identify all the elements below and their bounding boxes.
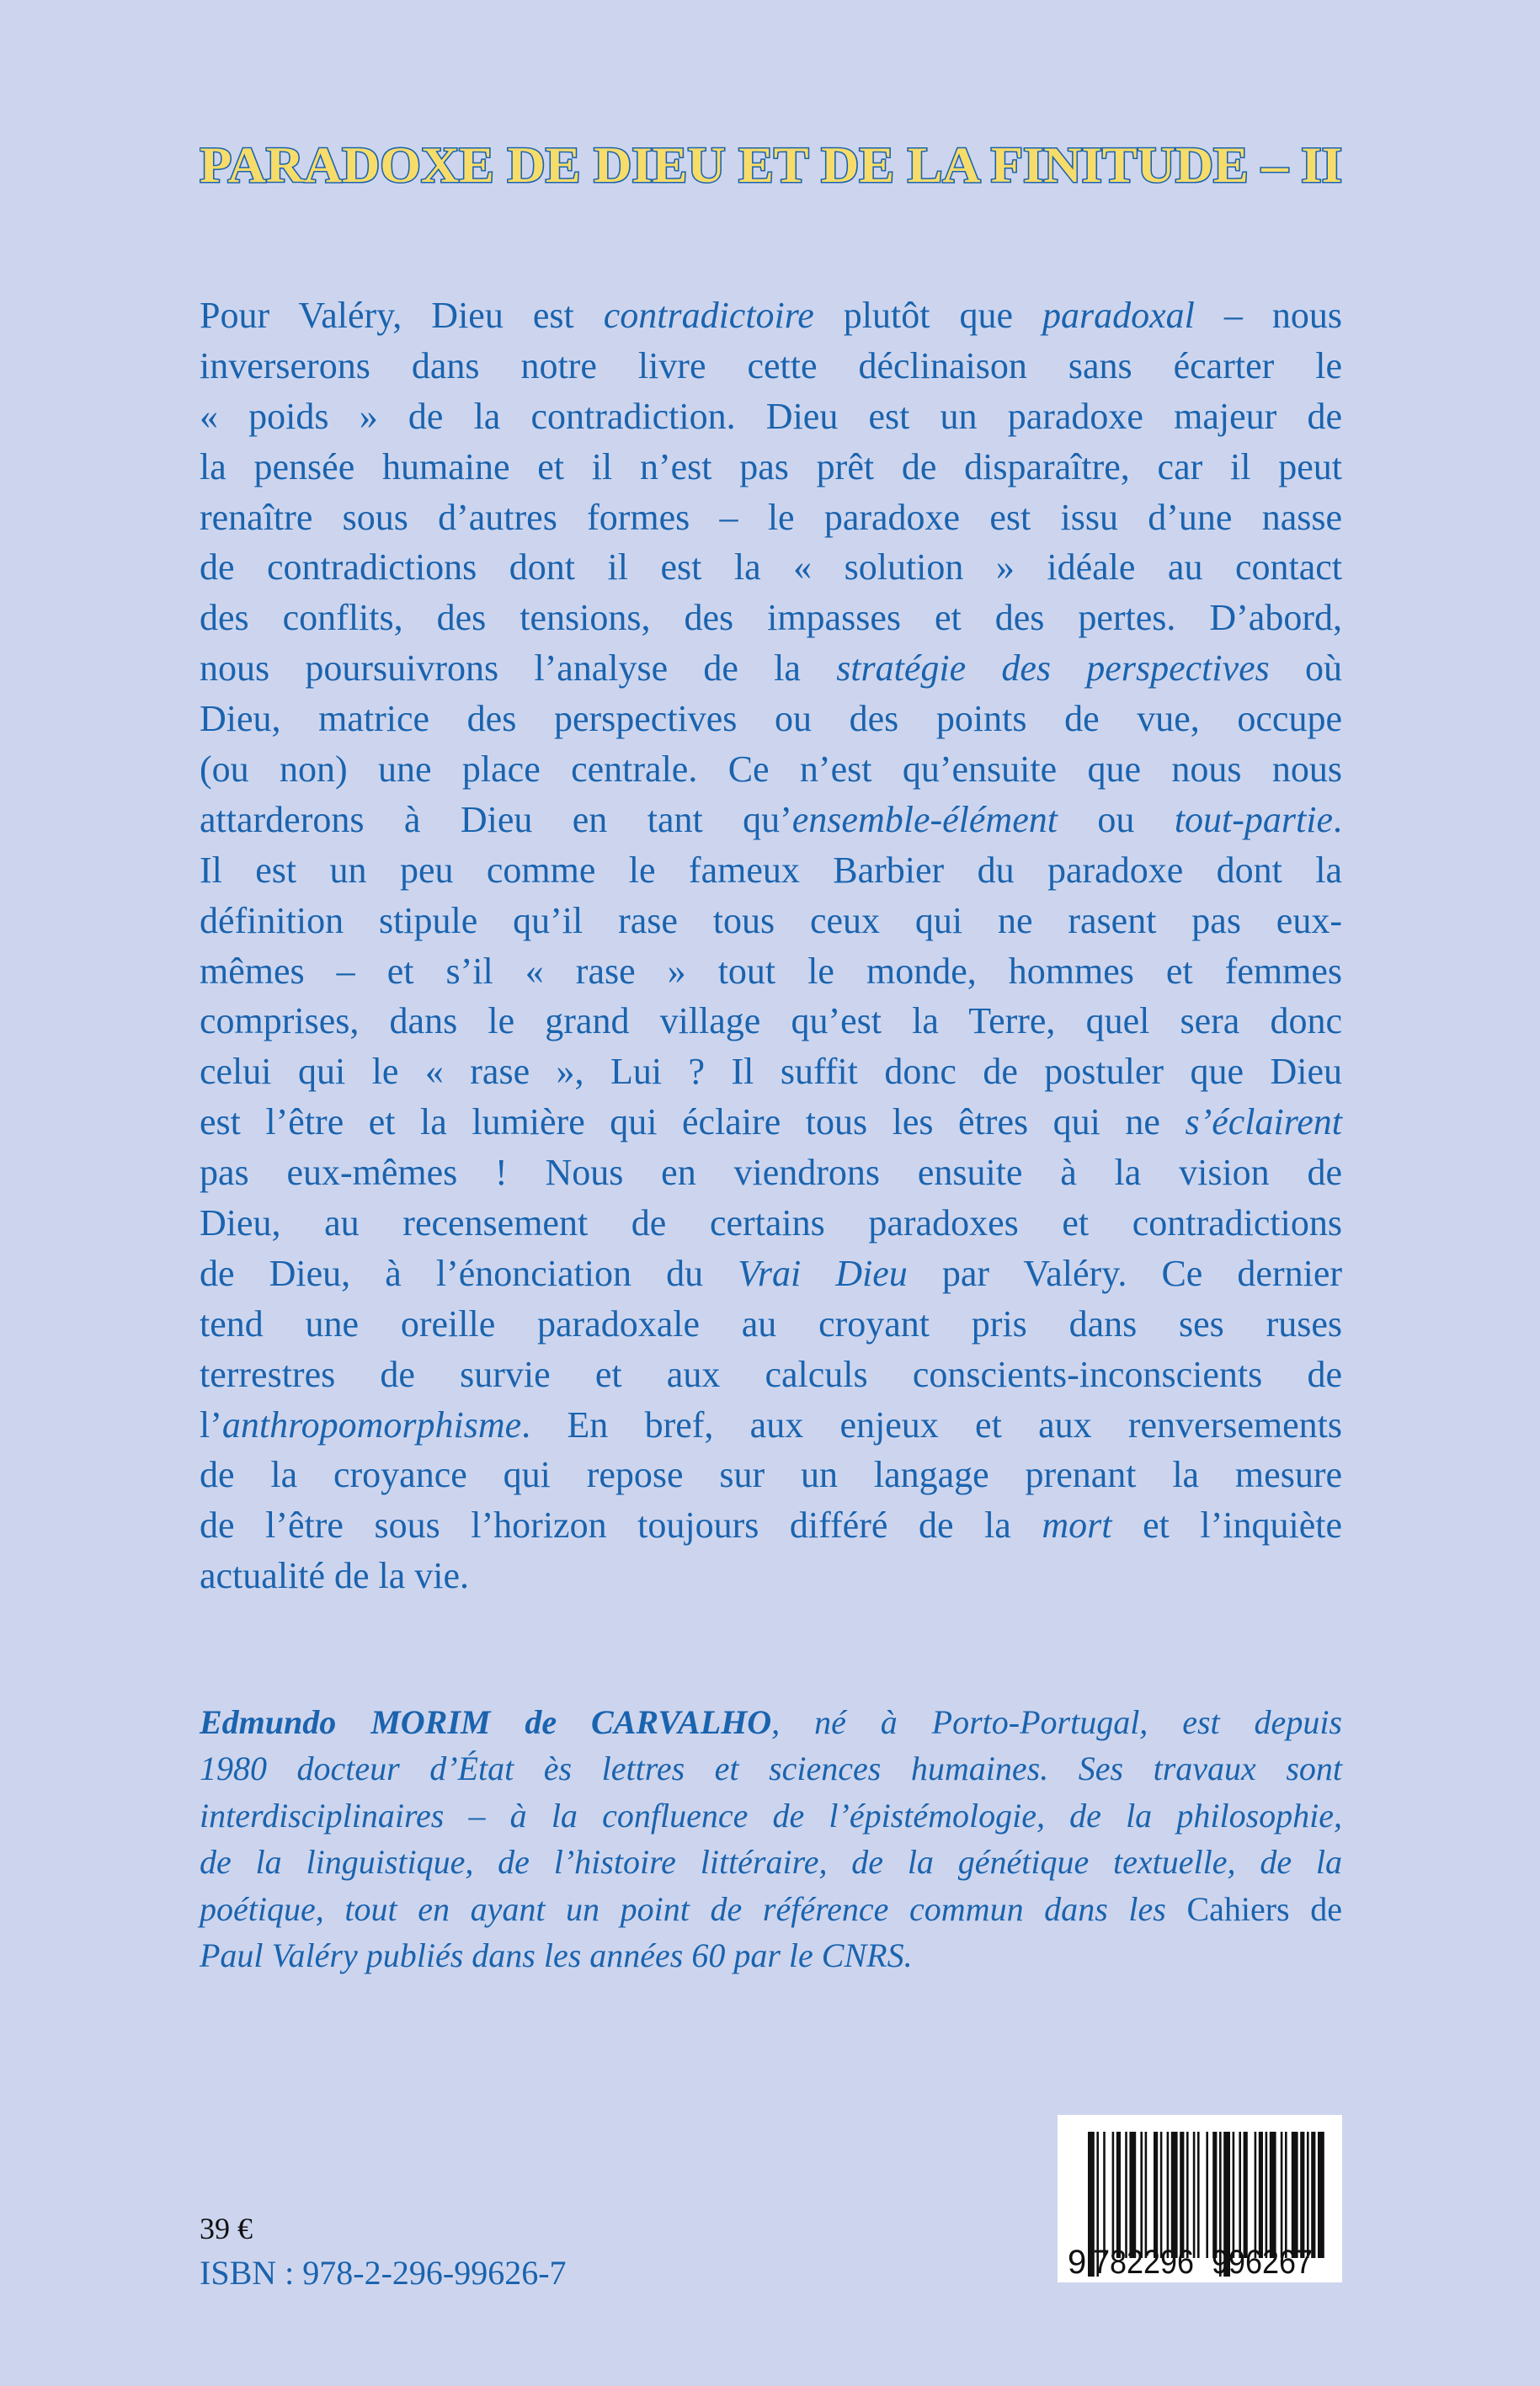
text-segment: Il est un peu comme le fameux Barbier du paradoxe dont la	[200, 849, 1342, 891]
summary-line	[200, 1500, 1342, 1551]
text-segment: l’	[200, 1403, 222, 1446]
barcode-bar	[1206, 2132, 1208, 2258]
text-segment: des conflits, des tensions, des impasses et des pertes. D’abord,	[200, 597, 1342, 639]
text-segment: définition stipule qu’il rase tous ceux qui ne rasent pas eux-	[200, 899, 1342, 941]
barcode-bar	[1259, 2132, 1263, 2258]
summary-line	[200, 896, 1342, 946]
summary-line	[200, 593, 1342, 643]
summary-line	[200, 341, 1342, 391]
summary-line	[200, 694, 1342, 744]
text-segment: de l’être sous l’horizon toujours différé de la	[200, 1505, 1042, 1547]
summary-line	[200, 795, 1342, 845]
summary-line	[200, 493, 1342, 543]
text-segment: et l’inquiète	[1111, 1505, 1342, 1547]
summary-line	[200, 442, 1342, 493]
biography-line	[200, 1932, 1342, 1979]
summary-line	[200, 744, 1342, 795]
text-segment: . En bref, aux enjeux et aux renversements	[521, 1403, 1342, 1446]
text-segment: de Dieu, à l’énonciation du	[200, 1252, 738, 1294]
barcode-bar	[1307, 2132, 1309, 2258]
text-segment: – nous	[1194, 295, 1343, 336]
barcode-bar	[1193, 2132, 1196, 2258]
text-segment: ou	[1057, 798, 1175, 840]
price: 39 €	[200, 2212, 253, 2245]
italic-text: Edmundo MORIM de CARVALHO	[200, 1703, 772, 1741]
summary-line	[200, 845, 1342, 896]
book-title	[200, 135, 1342, 194]
summary-line	[200, 1148, 1342, 1198]
barcode-bar	[1239, 2132, 1241, 2258]
barcode-bar	[1212, 2132, 1217, 2258]
barcode-bar	[1180, 2132, 1184, 2258]
barcode-bar	[1244, 2132, 1248, 2258]
barcode-bar	[1160, 2132, 1163, 2258]
text-segment: plutôt que	[813, 295, 1042, 336]
text-segment: Dieu, au recensement de certains paradoxes et contradictions	[200, 1202, 1342, 1244]
text-segment: (ou non) une place centrale. Ce n’est qu’ensuite que nous nous	[200, 748, 1342, 791]
text-segment: mêmes – et s’il « rase » tout le monde, hommes et femmes	[200, 950, 1342, 992]
italic-text: Paul Valéry publiés dans les années 60 par le CNRS.	[200, 1936, 913, 1974]
summary-line	[200, 1450, 1342, 1500]
text-segment: Cahiers de	[1186, 1889, 1342, 1928]
italic-text: s’éclairent	[1185, 1101, 1342, 1143]
text-segment: tend une oreille paradoxale au croyant pris dans ses ruses	[200, 1302, 1342, 1345]
text-segment: où	[1269, 647, 1343, 690]
barcode-bar	[1140, 2132, 1143, 2258]
summary-line	[200, 1097, 1342, 1148]
barcode-bar	[1154, 2132, 1158, 2258]
summary-line	[200, 1350, 1342, 1400]
barcode-bar	[1197, 2132, 1200, 2258]
barcode-bar	[1129, 2132, 1136, 2258]
barcode-bar	[1186, 2132, 1189, 2258]
italic-text: , né à Porto-Portugal, est depuis	[771, 1703, 1342, 1741]
text-segment: .	[1333, 798, 1343, 840]
text-segment: par Valéry. Ce dernier	[907, 1252, 1342, 1294]
text-segment: celui qui le « rase », Lui ? Il suffit donc de postuler que Dieu	[200, 1051, 1342, 1093]
barcode-bar	[1255, 2132, 1257, 2258]
barcode-bar	[1116, 2132, 1121, 2258]
text-segment: actualité de la vie.	[200, 1555, 470, 1597]
summary-line	[200, 542, 1342, 593]
italic-text: poétique, tout en ayant un point de référence commun dans les	[200, 1889, 1187, 1928]
summary-line	[200, 1551, 1342, 1601]
barcode-bar	[1103, 2132, 1106, 2258]
italic-text: Vrai Dieu	[738, 1252, 908, 1294]
barcode-bar	[1145, 2132, 1148, 2258]
book-title-text: PARADOXE DE DIEU ET DE LA FINITUDE – II	[200, 137, 1342, 193]
biography-line	[200, 1792, 1342, 1839]
summary-line	[200, 290, 1342, 341]
barcode-bar	[1167, 2132, 1170, 2258]
text-segment: pas eux-mêmes ! Nous en viendrons ensuite à la vision de	[200, 1152, 1342, 1194]
text-segment: Dieu, matrice des perspectives ou des points de vue, occupe	[200, 698, 1342, 740]
barcode-bar	[1300, 2132, 1304, 2258]
summary-line	[200, 1047, 1342, 1097]
summary-line	[200, 391, 1342, 442]
barcode-bar	[1266, 2132, 1268, 2258]
text-segment: « poids » de la contradiction. Dieu est un paradoxe majeur de	[200, 395, 1342, 437]
barcode-digits-left: 782296	[1093, 2244, 1194, 2281]
italic-text: ensemble-élément	[791, 798, 1058, 840]
summary-line	[200, 1198, 1342, 1249]
isbn: ISBN : 978-2-296-99626-7	[200, 2254, 567, 2292]
summary-line	[200, 1249, 1342, 1299]
italic-text: mort	[1042, 1505, 1112, 1547]
text-segment: inverserons dans notre livre cette déclinaison sans écarter le	[200, 344, 1342, 386]
italic-text: contradictoire	[603, 295, 814, 336]
barcode-bar	[1112, 2132, 1115, 2258]
italic-text: stratégie des perspectives	[836, 647, 1270, 690]
italic-text: de la linguistique, de l’histoire littéraire, de la génétique textuelle, de la	[200, 1843, 1342, 1882]
barcode-bar	[1311, 2132, 1315, 2258]
summary-line	[200, 946, 1342, 997]
text-segment: de la croyance qui repose sur un langage prenant la mesure	[200, 1454, 1342, 1496]
italic-text: paradoxal	[1042, 295, 1195, 336]
text-segment: terrestres de survie et aux calculs conscients-inconscients de	[200, 1353, 1342, 1395]
text-segment: renaître sous d’autres formes – le paradoxe est issu d’une nasse	[200, 496, 1342, 538]
italic-text: 1980 docteur d’État ès lettres et sciences humaines. Ses travaux sont	[200, 1750, 1342, 1788]
italic-text: tout-partie	[1174, 798, 1334, 840]
barcode-bar	[1270, 2132, 1276, 2258]
barcode-bar	[1281, 2132, 1283, 2258]
summary-line	[200, 643, 1342, 694]
text-segment: est l’être et la lumière qui éclaire tous les êtres qui ne	[200, 1101, 1186, 1143]
barcode	[1058, 2115, 1342, 2282]
barcode-digits-right: 996267	[1212, 2244, 1313, 2281]
text-segment: Pour Valéry, Dieu est	[200, 295, 604, 336]
text-segment: comprises, dans le grand village qu’est la Terre, quel sera donc	[200, 1000, 1342, 1042]
italic-text: anthropomorphisme	[221, 1403, 522, 1446]
barcode-bar	[1292, 2132, 1298, 2258]
barcode-digit-first: 9	[1068, 2244, 1087, 2281]
text-segment: de contradictions dont il est la « solution » idéale au contact	[200, 546, 1342, 589]
biography-line	[200, 1745, 1342, 1792]
back-cover-summary	[200, 290, 1342, 1601]
barcode-bar	[1171, 2132, 1178, 2258]
barcode-bar	[1125, 2132, 1127, 2258]
text-segment: nous poursuivrons l’analyse de la	[200, 647, 837, 690]
barcode-bar	[1318, 2132, 1324, 2258]
biography-line	[200, 1839, 1342, 1885]
barcode-bar	[1285, 2132, 1287, 2258]
barcode-bar	[1233, 2132, 1235, 2258]
summary-line	[200, 996, 1342, 1047]
summary-line	[200, 1299, 1342, 1350]
summary-line	[200, 1400, 1342, 1451]
text-segment: la pensée humaine et il n’est pas prêt de disparaître, car il peut	[200, 445, 1342, 487]
author-biography	[200, 1699, 1342, 1979]
italic-text: interdisciplinaires – à la confluence de l’épistémologie, de la philosophie,	[200, 1796, 1342, 1835]
text-segment: attarderons à Dieu en tant qu’	[200, 798, 792, 840]
biography-line	[200, 1699, 1342, 1745]
biography-line	[200, 1886, 1342, 1932]
